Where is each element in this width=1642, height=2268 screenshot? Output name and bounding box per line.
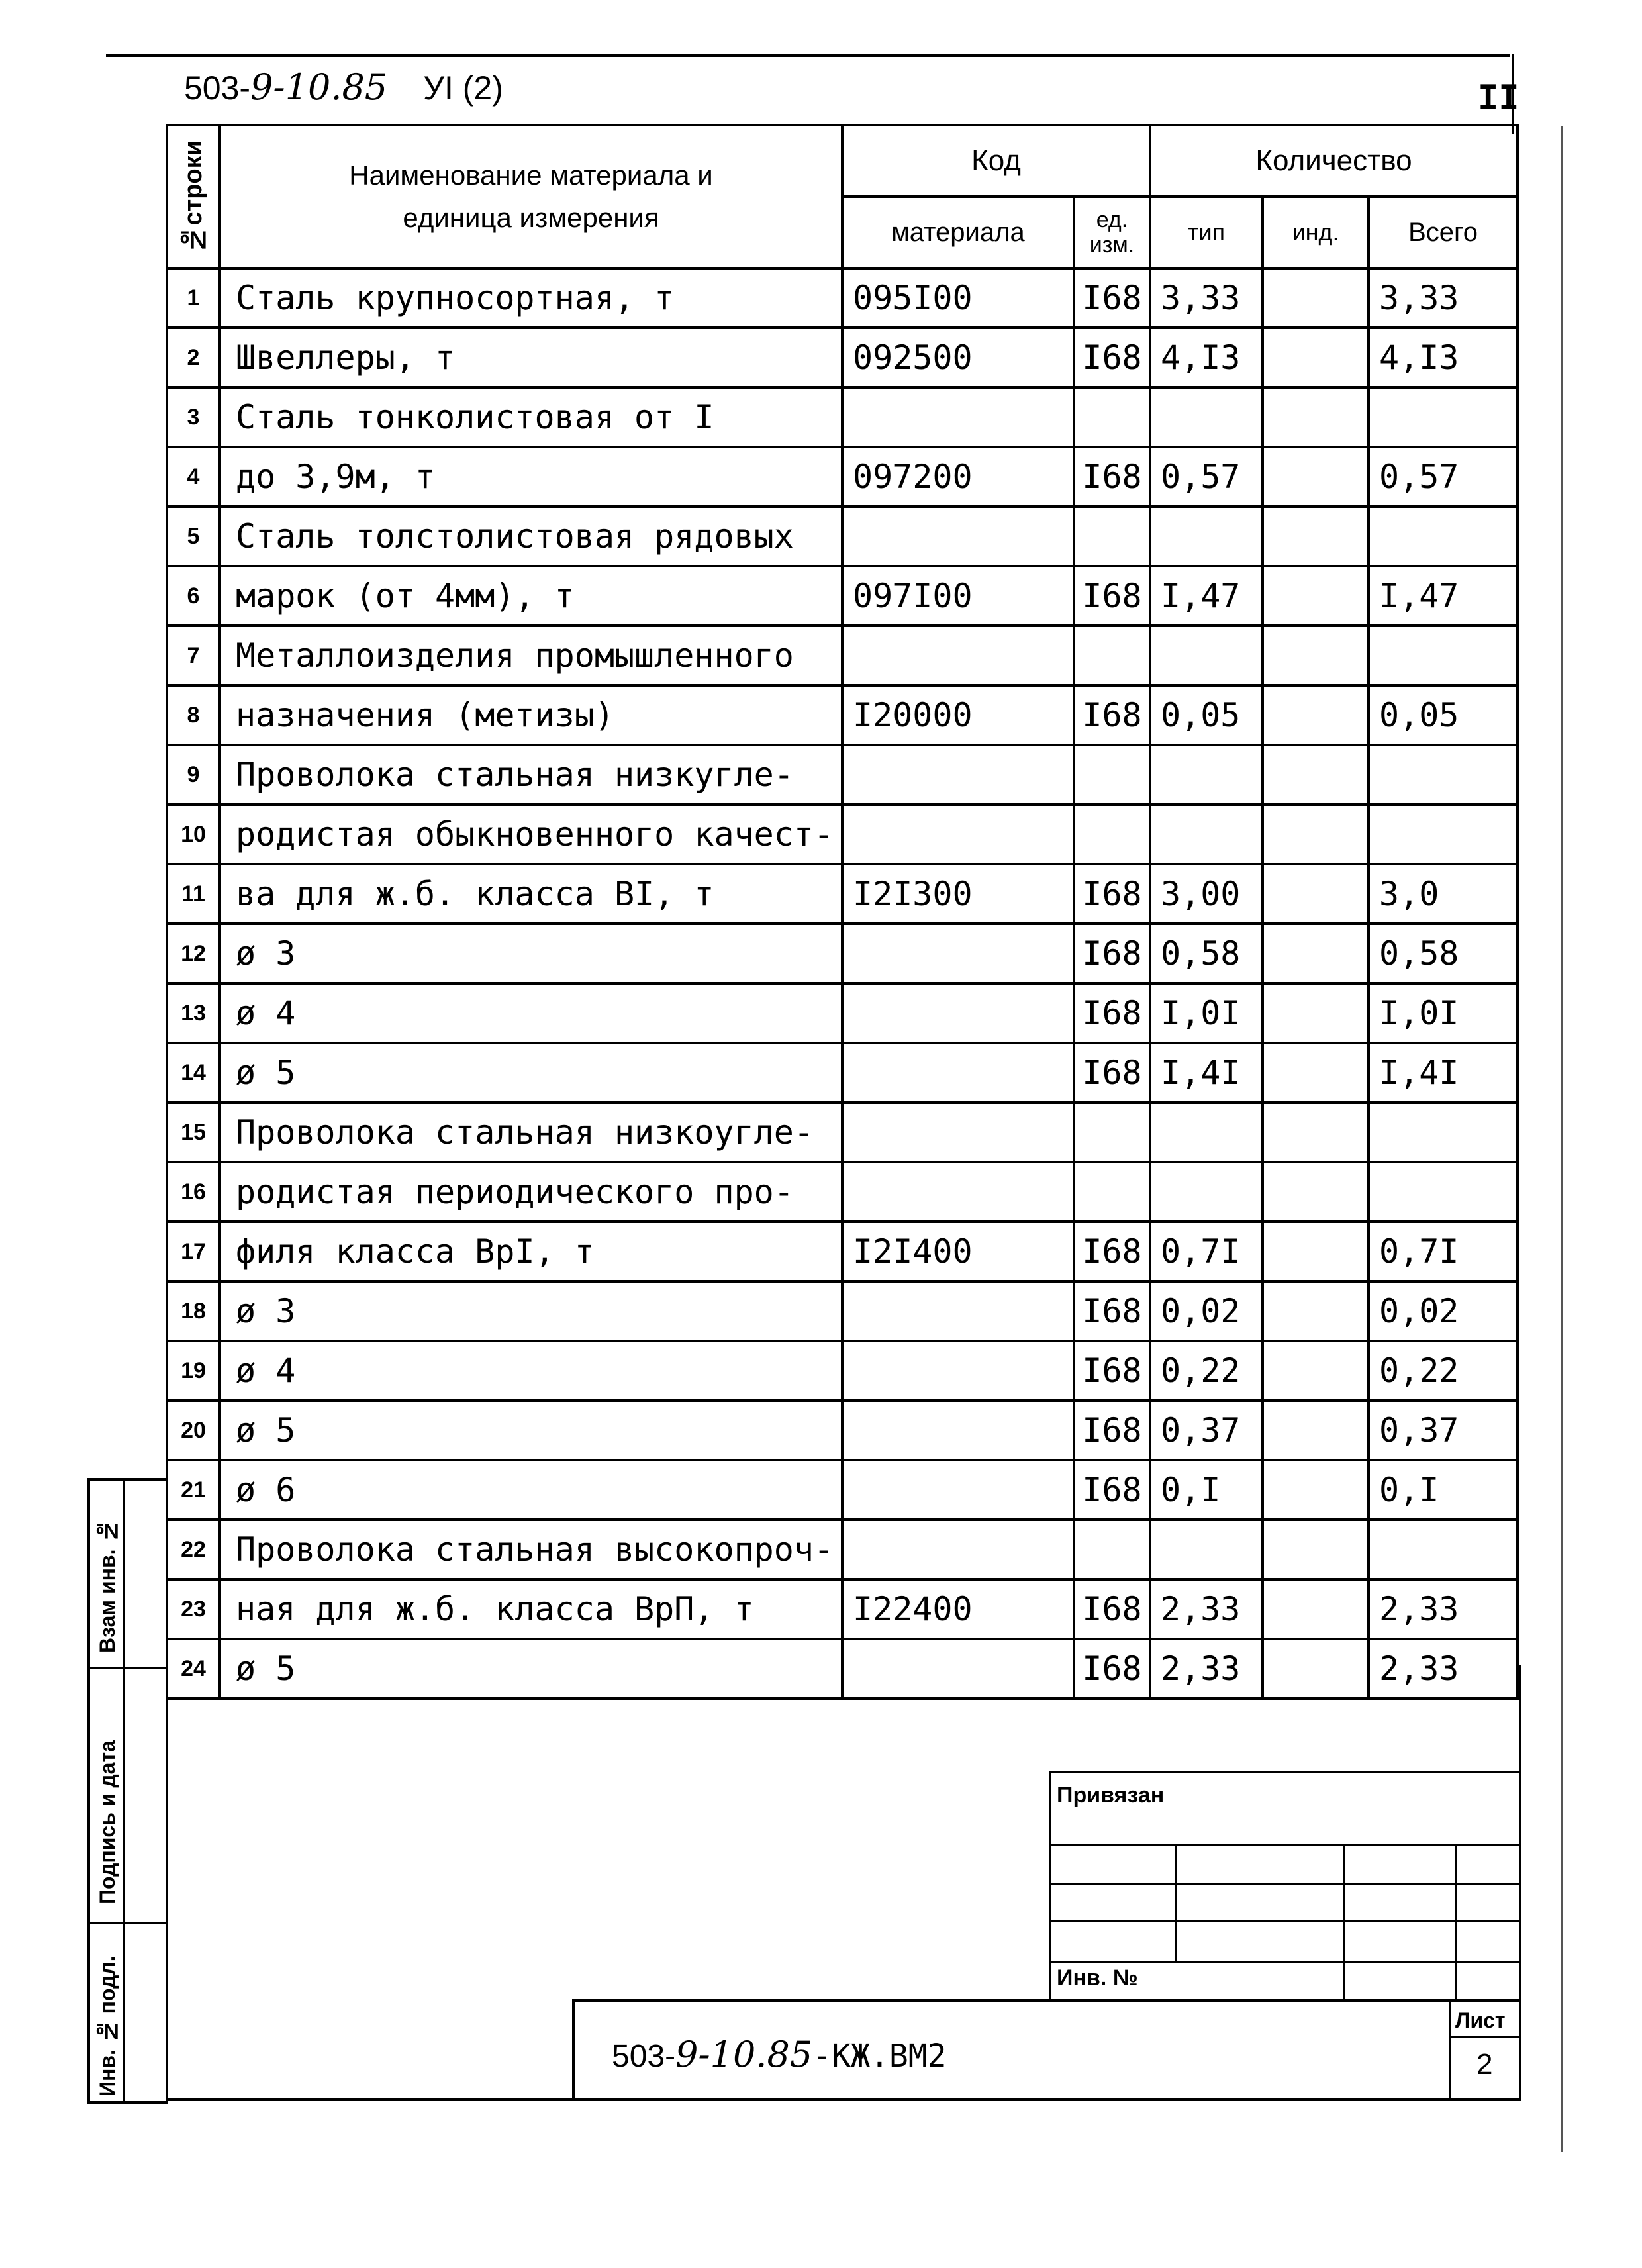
binding-box (1049, 1771, 1521, 2002)
row-qty-ind (1263, 447, 1369, 507)
row-unit-code: I68 (1074, 864, 1150, 924)
row-material-name: ø 5 (220, 1401, 842, 1460)
row-unit-code: I68 (1074, 1281, 1150, 1341)
side-rule-1 (90, 1667, 168, 1669)
row-number: 12 (167, 924, 220, 983)
row-number: 14 (167, 1043, 220, 1103)
row-qty-total: I,0I (1369, 983, 1518, 1043)
row-qty-ind (1263, 1222, 1369, 1281)
row-qty-type: 3,33 (1150, 268, 1263, 328)
row-number: 7 (167, 626, 220, 685)
row-qty-total: 3,33 (1369, 268, 1518, 328)
row-qty-type: 0,22 (1150, 1341, 1263, 1401)
header-designation-hand: 9-10.85 (250, 66, 388, 108)
row-qty-type (1150, 1162, 1263, 1222)
binding-rule-2 (1051, 1883, 1521, 1885)
row-qty-type (1150, 805, 1263, 864)
row-material-name: Проволока стальная низкугле- (220, 745, 842, 805)
row-material-code (842, 924, 1074, 983)
row-number: 18 (167, 1281, 220, 1341)
inv-no-label: Инв. № (1057, 1965, 1138, 1991)
row-qty-total (1369, 1103, 1518, 1162)
row-material-code (842, 1162, 1074, 1222)
table-row (167, 745, 1518, 805)
side-col (123, 1481, 125, 2101)
row-qty-type: 0,58 (1150, 924, 1263, 983)
table-row (167, 1341, 1518, 1401)
row-qty-total: 0,22 (1369, 1341, 1518, 1401)
row-number: 8 (167, 685, 220, 745)
row-number: 11 (167, 864, 220, 924)
row-qty-total (1369, 626, 1518, 685)
row-material-name: ø 3 (220, 924, 842, 983)
row-material-name: марок (от 4мм), т (220, 566, 842, 626)
row-qty-type: 2,33 (1150, 1639, 1263, 1699)
row-unit-code (1074, 507, 1150, 566)
row-qty-type (1150, 745, 1263, 805)
row-qty-type: 0,I (1150, 1460, 1263, 1520)
row-qty-ind (1263, 626, 1369, 685)
row-qty-type (1150, 387, 1263, 447)
row-qty-type: 0,57 (1150, 447, 1263, 507)
row-qty-type: I,0I (1150, 983, 1263, 1043)
row-qty-ind (1263, 507, 1369, 566)
doc-code-box (572, 1999, 1521, 2101)
row-material-name: ø 4 (220, 1341, 842, 1401)
table-row (167, 805, 1518, 864)
table-row (167, 566, 1518, 626)
row-qty-ind (1263, 566, 1369, 626)
header-code: Код (842, 125, 1150, 197)
row-unit-code (1074, 805, 1150, 864)
row-number: 16 (167, 1162, 220, 1222)
binding-label: Привязан (1057, 1783, 1165, 1808)
row-number: 9 (167, 745, 220, 805)
row-qty-type (1150, 507, 1263, 566)
row-number: 1 (167, 268, 220, 328)
table-row (167, 685, 1518, 745)
row-unit-code (1074, 387, 1150, 447)
row-material-code: I22400 (842, 1579, 1074, 1639)
header-quantity: Количество (1150, 125, 1518, 197)
header-volume: УI (2) (423, 70, 503, 107)
table-row (167, 626, 1518, 685)
row-material-code (842, 1043, 1074, 1103)
row-qty-ind (1263, 745, 1369, 805)
table-row (167, 1162, 1518, 1222)
table-row (167, 268, 1518, 328)
row-number: 20 (167, 1401, 220, 1460)
row-qty-type: I,4I (1150, 1043, 1263, 1103)
sheet-mark: II (1478, 78, 1520, 118)
row-material-name: Сталь толстолистовая рядовых (220, 507, 842, 566)
row-material-code (842, 1460, 1074, 1520)
table-row (167, 924, 1518, 983)
row-material-code: I20000 (842, 685, 1074, 745)
row-number: 10 (167, 805, 220, 864)
row-qty-total: 0,05 (1369, 685, 1518, 745)
row-number: 4 (167, 447, 220, 507)
row-qty-ind (1263, 1341, 1369, 1401)
table-body (167, 268, 1518, 1699)
row-qty-total: I,47 (1369, 566, 1518, 626)
doc-code-prefix: 503- (612, 2039, 676, 2074)
row-qty-ind (1263, 1460, 1369, 1520)
row-material-code: I2I300 (842, 864, 1074, 924)
row-material-name: филя класса ВрI, т (220, 1222, 842, 1281)
row-qty-total (1369, 507, 1518, 566)
table-row (167, 864, 1518, 924)
doc-code-hand: 9-10.85 (675, 2034, 813, 2075)
row-material-name: родистая периодического про- (220, 1162, 842, 1222)
doc-code-suffix: -КЖ.ВМ2 (812, 2038, 947, 2075)
row-material-name: ва для ж.б. класса ВI, т (220, 864, 842, 924)
row-material-code (842, 745, 1074, 805)
row-qty-total (1369, 387, 1518, 447)
row-qty-ind (1263, 268, 1369, 328)
row-qty-ind (1263, 387, 1369, 447)
row-number: 22 (167, 1520, 220, 1579)
row-qty-total: 0,I (1369, 1460, 1518, 1520)
row-material-name: Сталь крупносортная, т (220, 268, 842, 328)
row-material-name: ø 5 (220, 1639, 842, 1699)
row-unit-code: I68 (1074, 1460, 1150, 1520)
row-number: 24 (167, 1639, 220, 1699)
row-qty-total (1369, 745, 1518, 805)
row-material-name: Проволока стальная высокопроч- (220, 1520, 842, 1579)
row-material-name: Металлоизделия промышленного (220, 626, 842, 685)
row-material-code: 097I00 (842, 566, 1074, 626)
row-unit-code (1074, 745, 1150, 805)
row-qty-ind (1263, 1401, 1369, 1460)
row-qty-total: 2,33 (1369, 1639, 1518, 1699)
row-unit-code: I68 (1074, 1043, 1150, 1103)
row-unit-code (1074, 626, 1150, 685)
row-qty-ind (1263, 1162, 1369, 1222)
row-qty-ind (1263, 983, 1369, 1043)
table-row (167, 507, 1518, 566)
row-qty-ind (1263, 1579, 1369, 1639)
row-unit-code: I68 (1074, 1341, 1150, 1401)
top-rule (106, 54, 1510, 57)
row-material-code (842, 1341, 1074, 1401)
row-qty-total: 4,I3 (1369, 328, 1518, 387)
row-qty-total: 0,7I (1369, 1222, 1518, 1281)
header-material-name-text: Наименование материала и единица измерения (349, 160, 713, 233)
row-qty-ind (1263, 1043, 1369, 1103)
side-stamp (87, 1478, 168, 2104)
row-qty-type (1150, 1103, 1263, 1162)
binding-rule-1 (1051, 1844, 1521, 1846)
row-qty-type: 3,00 (1150, 864, 1263, 924)
row-number: 15 (167, 1103, 220, 1162)
table-row (167, 1222, 1518, 1281)
row-qty-type: I,47 (1150, 566, 1263, 626)
row-qty-ind (1263, 1281, 1369, 1341)
row-qty-type: 0,02 (1150, 1281, 1263, 1341)
binding-col-1 (1175, 1844, 1177, 1961)
row-unit-code: I68 (1074, 447, 1150, 507)
header-code-material: материала (842, 197, 1074, 268)
row-unit-code: I68 (1074, 268, 1150, 328)
row-qty-type (1150, 1520, 1263, 1579)
row-material-name: Проволока стальная низкоугле- (220, 1103, 842, 1162)
header-code-unit-text: ед. изм. (1089, 207, 1135, 258)
row-qty-total (1369, 805, 1518, 864)
row-number: 6 (167, 566, 220, 626)
row-unit-code: I68 (1074, 328, 1150, 387)
row-qty-ind (1263, 685, 1369, 745)
row-unit-code: I68 (1074, 1222, 1150, 1281)
table-row (167, 1579, 1518, 1639)
table-row (167, 447, 1518, 507)
row-material-code (842, 1103, 1074, 1162)
row-material-code (842, 1520, 1074, 1579)
table-row (167, 1520, 1518, 1579)
row-material-name: Сталь тонколистовая от I (220, 387, 842, 447)
row-qty-total: 0,57 (1369, 447, 1518, 507)
row-material-code (842, 1281, 1074, 1341)
row-material-name: ная для ж.б. класса ВрП, т (220, 1579, 842, 1639)
row-material-name: ø 6 (220, 1460, 842, 1520)
table-row (167, 1103, 1518, 1162)
header-material-name (220, 125, 842, 268)
row-material-code (842, 1401, 1074, 1460)
header-row-no (167, 125, 220, 268)
row-qty-total (1369, 1162, 1518, 1222)
side-inv-podl: Инв. № подл. (95, 1955, 119, 2096)
row-number: 13 (167, 983, 220, 1043)
row-material-code: 097200 (842, 447, 1074, 507)
row-material-name: назначения (метизы) (220, 685, 842, 745)
header-qty-type: тип (1150, 197, 1263, 268)
row-qty-type (1150, 626, 1263, 685)
binding-rule-4 (1051, 1961, 1521, 1963)
row-qty-type: 4,I3 (1150, 328, 1263, 387)
row-unit-code (1074, 1103, 1150, 1162)
row-material-name: Швеллеры, т (220, 328, 842, 387)
row-qty-ind (1263, 864, 1369, 924)
header-qty-ind: инд. (1263, 197, 1369, 268)
table-row (167, 1460, 1518, 1520)
row-number: 3 (167, 387, 220, 447)
material-table (166, 124, 1516, 1688)
row-material-code: 092500 (842, 328, 1074, 387)
row-material-code: 095I00 (842, 268, 1074, 328)
title-block (166, 1665, 1521, 2101)
row-unit-code: I68 (1074, 1401, 1150, 1460)
row-unit-code: I68 (1074, 983, 1150, 1043)
row-material-code (842, 805, 1074, 864)
doc-code (612, 2034, 947, 2075)
row-unit-code (1074, 1162, 1150, 1222)
row-qty-total: 3,0 (1369, 864, 1518, 924)
header-designation (184, 66, 503, 108)
row-qty-ind (1263, 805, 1369, 864)
row-qty-ind (1263, 1520, 1369, 1579)
row-unit-code: I68 (1074, 924, 1150, 983)
list-divider (1449, 2002, 1451, 2101)
row-qty-total: 0,02 (1369, 1281, 1518, 1341)
row-number: 19 (167, 1341, 220, 1401)
side-vzam: Взам инв. № (95, 1519, 119, 1653)
binding-rule-3 (1051, 1920, 1521, 1922)
row-material-code (842, 626, 1074, 685)
list-rule (1449, 2036, 1521, 2038)
table-row (167, 1401, 1518, 1460)
row-material-name: ø 3 (220, 1281, 842, 1341)
row-material-name: родистая обыкновенного качест- (220, 805, 842, 864)
row-qty-total (1369, 1520, 1518, 1579)
row-material-code: I2I400 (842, 1222, 1074, 1281)
row-qty-ind (1263, 328, 1369, 387)
row-qty-total: 0,37 (1369, 1401, 1518, 1460)
row-qty-type: 0,7I (1150, 1222, 1263, 1281)
row-number: 21 (167, 1460, 220, 1520)
header-qty-total: Всего (1369, 197, 1518, 268)
header-designation-prefix: 503- (184, 70, 251, 107)
row-material-code (842, 387, 1074, 447)
row-qty-total: 2,33 (1369, 1579, 1518, 1639)
row-number: 17 (167, 1222, 220, 1281)
table-row (167, 983, 1518, 1043)
binding-col-3 (1455, 1844, 1457, 2002)
row-unit-code: I68 (1074, 1639, 1150, 1699)
side-rule-2 (90, 1922, 168, 1924)
row-number: 23 (167, 1579, 220, 1639)
row-material-code (842, 507, 1074, 566)
header-row-no-text: №строки (179, 140, 207, 254)
row-qty-type: 2,33 (1150, 1579, 1263, 1639)
table-row (167, 328, 1518, 387)
row-unit-code (1074, 1520, 1150, 1579)
row-unit-code: I68 (1074, 566, 1150, 626)
list-number: 2 (1476, 2048, 1493, 2081)
row-number: 5 (167, 507, 220, 566)
row-material-code (842, 983, 1074, 1043)
table-row (167, 387, 1518, 447)
list-label: Лист (1455, 2008, 1506, 2032)
row-qty-total: 0,58 (1369, 924, 1518, 983)
row-material-name: ø 5 (220, 1043, 842, 1103)
row-material-name: до 3,9м, т (220, 447, 842, 507)
row-material-name: ø 4 (220, 983, 842, 1043)
row-qty-ind (1263, 1103, 1369, 1162)
row-qty-total: I,4I (1369, 1043, 1518, 1103)
row-unit-code: I68 (1074, 1579, 1150, 1639)
table-row (167, 1043, 1518, 1103)
header-code-unit (1074, 197, 1150, 268)
row-number: 2 (167, 328, 220, 387)
row-qty-type: 0,05 (1150, 685, 1263, 745)
row-qty-ind (1263, 924, 1369, 983)
right-margin-line (1561, 126, 1563, 2152)
row-unit-code: I68 (1074, 685, 1150, 745)
table-row (167, 1281, 1518, 1341)
row-qty-type: 0,37 (1150, 1401, 1263, 1460)
binding-col-2 (1343, 1844, 1345, 2002)
side-podpis: Подпись и дата (95, 1740, 119, 1904)
